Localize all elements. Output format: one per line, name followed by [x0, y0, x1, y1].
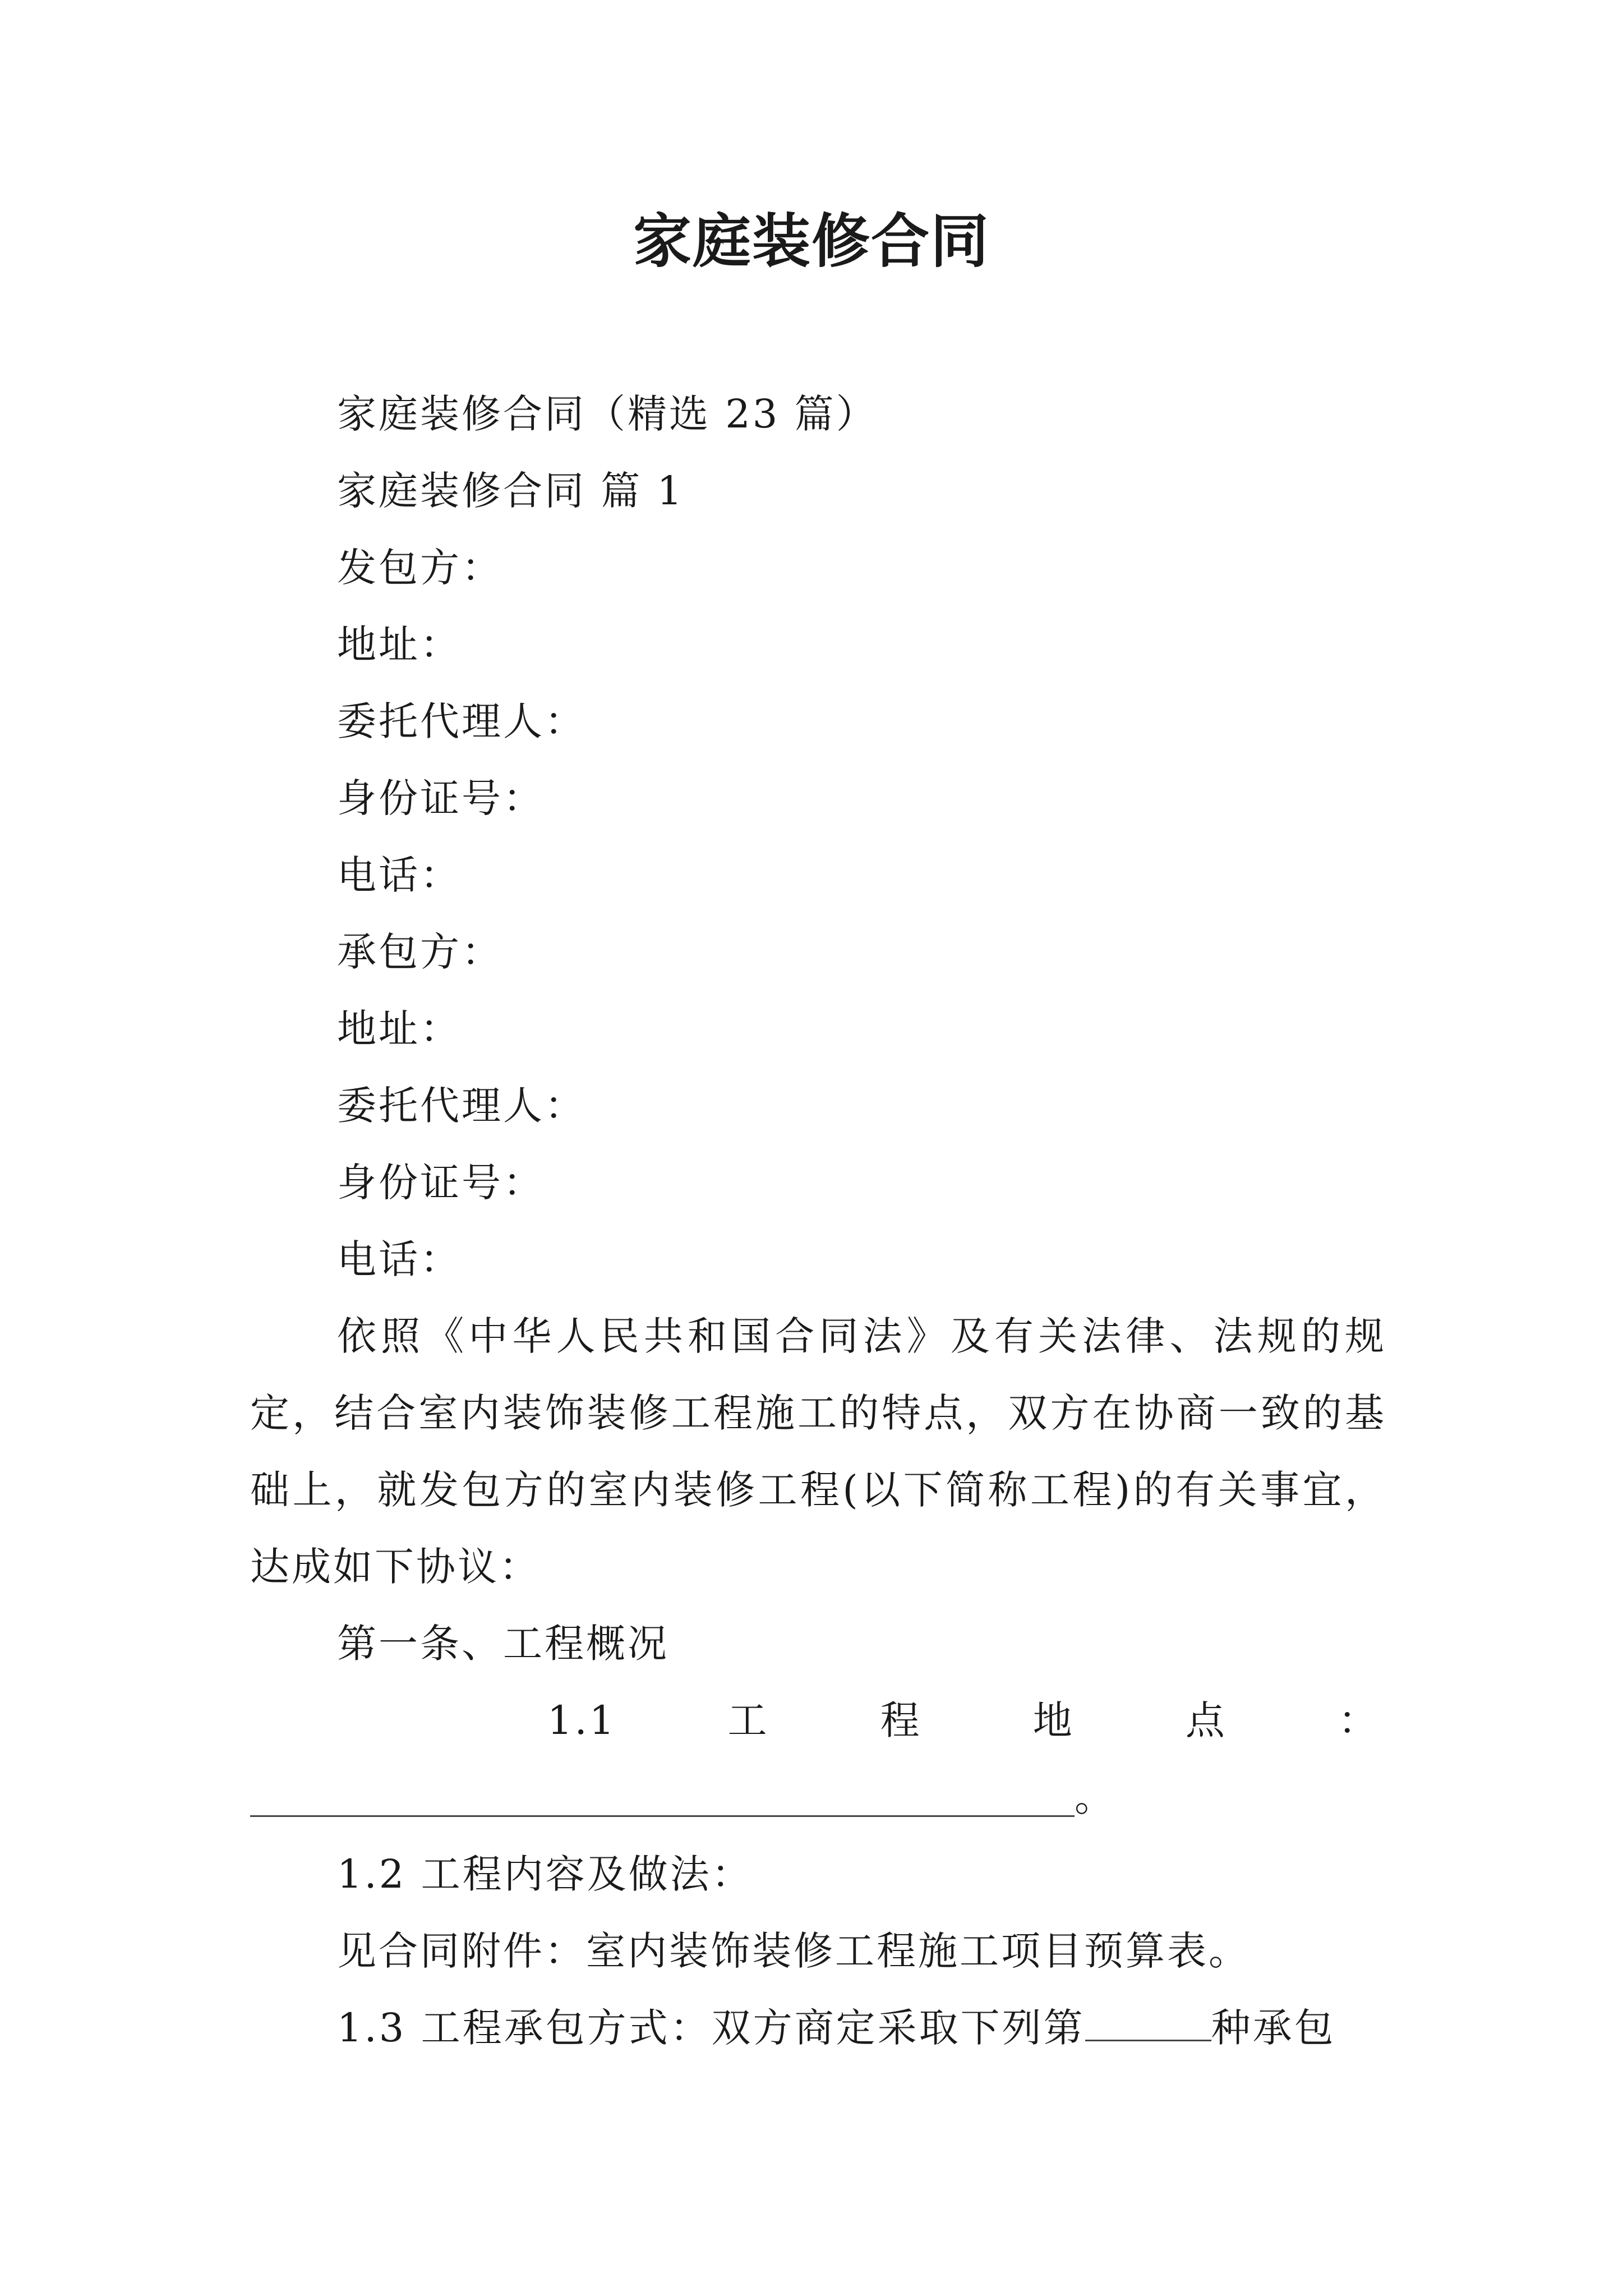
item-1-1-line: [250, 1682, 1386, 1759]
item-1-1-fill-line: [250, 1759, 1386, 1836]
party-a-label: 发包方：: [337, 545, 503, 591]
intro-paragraph: 依照《中华人民共和国合同法》及有关法律、法规的规定，结合室内装饰装修工程施工的特点，双方在协商一致的基础上，就发包方的室内装修工程(以下简称工程)的有关事宜，达成如下协议：: [250, 1313, 1386, 1590]
item-1-1-end: 。: [1075, 1774, 1116, 1820]
document-title: 家庭装修合同: [633, 206, 990, 275]
contract-mode-blank[interactable]: [1085, 2006, 1211, 2041]
party-b-id-label: 身份证号：: [337, 1159, 545, 1205]
party-b-phone-label: 电话：: [337, 1236, 462, 1282]
party-a-agent-label: 委托代理人：: [337, 698, 586, 744]
party-a-address-label: 地址：: [337, 622, 462, 668]
item-1-3-text: 1.3 工程承包方式：双方商定采取下列第: [337, 2005, 1085, 2051]
item-1-1-char: 地: [1032, 1697, 1075, 1743]
item-1-2-line: 1.2 工程内容及做法：: [337, 1851, 753, 1897]
attachment-line: 见合同附件：室内装饰装修工程施工项目预算表。: [337, 1928, 1250, 1974]
party-a-phone-label: 电话：: [337, 852, 462, 898]
item-1-1-char: 工: [727, 1697, 769, 1743]
article-1-heading: 第一条、工程概况: [337, 1621, 669, 1667]
party-b-agent-label: 委托代理人：: [337, 1083, 586, 1129]
item-1-3-line: [250, 1990, 1386, 2067]
subtitle-line: 家庭装修合同（精选 23 篇）: [337, 391, 878, 437]
chapter-heading: 家庭装修合同 篇 1: [337, 468, 685, 514]
party-a-id-label: 身份证号：: [337, 775, 545, 821]
project-location-blank[interactable]: [250, 1782, 1075, 1817]
party-b-label: 承包方：: [337, 929, 503, 975]
item-1-1-char: ：: [1338, 1697, 1380, 1743]
item-1-3-tail: 种承包: [1211, 2005, 1336, 2051]
document-body: [250, 376, 1386, 2067]
item-1-1-number: 1.1: [547, 1697, 617, 1743]
party-b-address-label: 地址：: [337, 1006, 462, 1052]
item-1-1-char: 点: [1185, 1697, 1227, 1743]
item-1-1-char: 程: [880, 1697, 922, 1743]
